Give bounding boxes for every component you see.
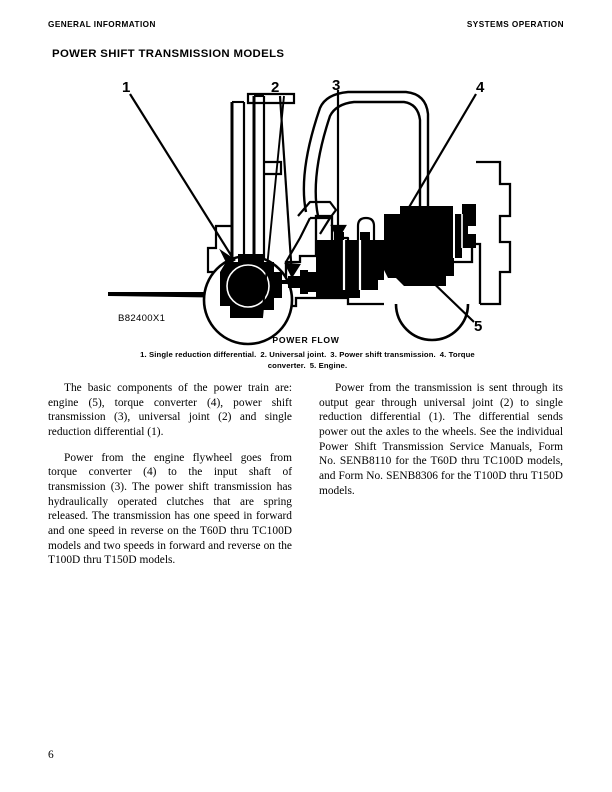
figure-drawing-id: B82400X1 bbox=[118, 313, 166, 324]
figure-legend: 1. Single reduction differential. 2. Universal joint. 3. Power shift transmission. 4. Torque converter. 5. Engine. bbox=[140, 350, 475, 370]
body-columns bbox=[48, 381, 564, 568]
running-head bbox=[48, 20, 564, 29]
page-number: 6 bbox=[48, 749, 54, 761]
callout-number-3: 3 bbox=[332, 77, 341, 94]
callout-number-2: 2 bbox=[271, 79, 280, 96]
left-column bbox=[48, 381, 292, 568]
running-head-left: GENERAL INFORMATION bbox=[48, 20, 156, 29]
right-column bbox=[319, 381, 563, 568]
figure-title: POWER FLOW bbox=[272, 335, 340, 345]
transmission-silhouette bbox=[308, 232, 384, 298]
callout-number-5: 5 bbox=[474, 318, 483, 335]
paragraph: Power from the engine flywheel goes from torque converter (4) to the input shaft of transmission (3). The power shift transmission has hydraulically operated clutches that are spring released. The transmission has one speed in forward and one speed in reverse on the T60D thru TC100D models and two speeds in forward and reverse on the T100D thru T150D models. bbox=[48, 451, 292, 567]
paragraph: The basic components of the power train are: engine (5), torque converter (4), power shift transmission (3), universal joint (2) and single reduction differential (1). bbox=[48, 382, 292, 438]
section-title: POWER SHIFT TRANSMISSION MODELS bbox=[52, 48, 285, 60]
callout-number-1: 1 bbox=[122, 79, 131, 96]
paragraph: Power from the transmission is sent through its output gear through universal joint (2) to single reduction differential (1). The differential sends power out the axles to the wheels. See the individual Power Shift Transmission Service Manuals, Form No. SENB8110 for the T60D thru TC100D models, and Form No. SENB8306 for the T100D thru T150D models. bbox=[319, 382, 563, 497]
running-head-right: SYSTEMS OPERATION bbox=[466, 20, 564, 29]
callout-number-4: 4 bbox=[476, 79, 485, 96]
